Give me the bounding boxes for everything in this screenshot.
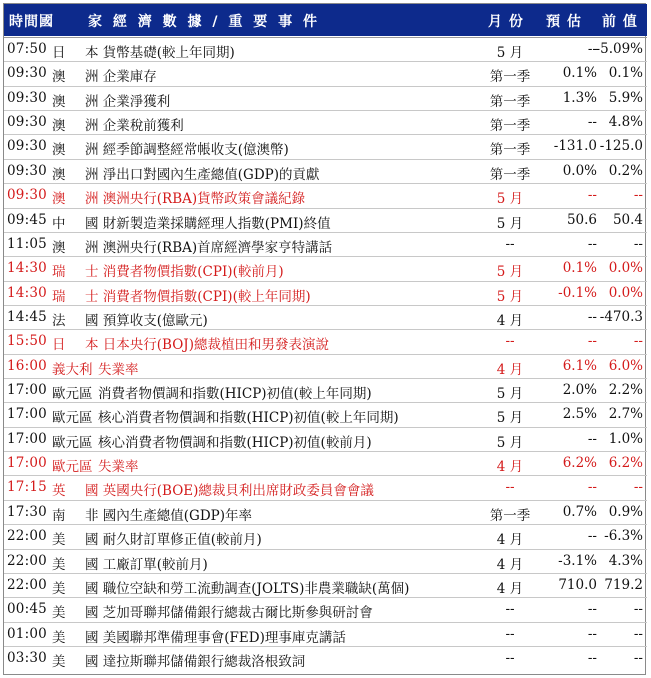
row-previous: 2.2%	[608, 382, 643, 399]
row-time: 07:50	[7, 41, 47, 57]
row-period: 4 月	[496, 532, 524, 549]
row-period: 5 月	[496, 434, 524, 451]
row-time: 14:30	[7, 284, 47, 301]
row-forecast: -0.1%	[558, 284, 597, 301]
row-country: 澳	[52, 118, 66, 135]
table-row	[4, 305, 647, 329]
row-period: --	[505, 649, 515, 666]
row-time: 17:00	[7, 455, 47, 472]
row-previous: 719.2	[604, 576, 643, 593]
row-forecast: 6.1%	[562, 357, 597, 374]
row-time: 14:30	[7, 260, 47, 277]
row-country: 歐元區	[52, 459, 93, 476]
header-time-country: 時間國	[9, 14, 54, 30]
row-event: 失業率	[98, 361, 139, 378]
row-event: 洲 經季節調整經常帳收支(億澳幣)	[85, 142, 289, 159]
row-event: 本 日本央行(BOJ)總裁植田和男發表演說	[85, 337, 329, 354]
row-forecast: 2.5%	[562, 406, 597, 423]
row-forecast: --	[587, 187, 597, 204]
row-forecast: --	[587, 528, 597, 545]
table-row	[4, 475, 647, 499]
table-row	[4, 256, 647, 280]
row-period: 4 月	[496, 312, 524, 329]
row-country: 美	[52, 629, 66, 646]
row-period: 4 月	[496, 361, 524, 378]
row-period: 第一季	[489, 69, 531, 86]
table-row	[4, 281, 647, 305]
row-period: 5 月	[496, 288, 524, 305]
row-time: 09:30	[7, 162, 47, 179]
row-country: 美	[52, 532, 66, 549]
row-country: 澳	[52, 191, 66, 208]
row-time: 09:45	[7, 211, 47, 228]
row-time: 01:00	[7, 625, 47, 642]
table-row	[4, 61, 647, 85]
row-period: 5 月	[496, 386, 524, 403]
row-previous: 0.0%	[608, 284, 643, 301]
row-previous: -470.3	[599, 308, 643, 325]
row-period: 5 月	[496, 191, 524, 208]
table-row	[4, 402, 647, 426]
row-period: 4 月	[496, 459, 524, 476]
row-previous: --	[633, 601, 643, 618]
row-time: 17:30	[7, 503, 47, 520]
row-period: --	[505, 625, 515, 642]
row-country: 美	[52, 556, 66, 573]
row-event: 國 預算收支(億歐元)	[85, 312, 208, 329]
row-event: 士 消費者物價指數(CPI)(較上年同期)	[85, 288, 311, 305]
row-time: 22:00	[7, 528, 47, 545]
row-event: 國 芝加哥聯邦儲備銀行總裁古爾比斯參與研討會	[85, 605, 373, 622]
table-header	[4, 4, 647, 36]
row-event: 國 英國央行(BOE)總裁貝利出席財政委員會會議	[85, 483, 374, 500]
row-previous: --	[633, 649, 643, 666]
row-forecast: 50.6	[566, 211, 597, 228]
row-time: 16:00	[7, 357, 47, 374]
row-time: 17:00	[7, 406, 47, 423]
row-forecast: --	[587, 333, 597, 350]
row-forecast: -131.0	[553, 138, 597, 155]
row-time: 17:00	[7, 382, 47, 399]
table-row	[4, 183, 647, 207]
row-country: 美	[52, 605, 66, 622]
row-event: 非 國內生產總值(GDP)年率	[85, 507, 253, 524]
row-country: 澳	[52, 69, 66, 86]
row-period: 第一季	[489, 507, 531, 524]
row-time: 09:30	[7, 187, 47, 204]
row-event: 核心消費者物價調和指數(HICP)初值(較上年同期)	[98, 410, 399, 427]
row-time: 14:45	[7, 308, 47, 325]
row-country: 澳	[52, 142, 66, 159]
row-event: 國 財新製造業採購經理人指數(PMI)終值	[85, 215, 331, 232]
row-forecast: 710.0	[558, 576, 597, 593]
row-period: 第一季	[489, 93, 531, 110]
row-forecast: --	[587, 625, 597, 642]
row-previous: 4.3%	[608, 552, 643, 569]
row-forecast: --	[587, 430, 597, 447]
row-time: 17:00	[7, 430, 47, 447]
table-row	[4, 354, 647, 378]
row-event: 國 達拉斯聯邦儲備銀行總裁洛根致詞	[85, 653, 306, 670]
row-previous: --	[633, 625, 643, 642]
row-forecast: 6.2%	[562, 455, 597, 472]
row-time: 22:00	[7, 552, 47, 569]
table-row	[4, 524, 647, 548]
table-row	[4, 329, 647, 353]
row-previous: 4.8%	[608, 114, 643, 131]
header-period: 月 份	[488, 14, 524, 30]
row-period: 5 月	[496, 264, 524, 281]
row-previous: 50.4	[612, 211, 643, 228]
table-row	[4, 208, 647, 232]
row-event: 核心消費者物價調和指數(HICP)初值(較前月)	[98, 434, 372, 451]
row-forecast: 0.1%	[562, 260, 597, 277]
row-previous: 6.0%	[608, 357, 643, 374]
row-forecast: 0.7%	[562, 503, 597, 520]
row-forecast: --	[587, 649, 597, 666]
row-event: 士 消費者物價指數(CPI)(較前月)	[85, 264, 284, 281]
row-country: 法	[52, 312, 66, 329]
row-previous: -5.09%	[595, 41, 643, 57]
table-row	[4, 232, 647, 256]
row-forecast: -3.1%	[558, 552, 597, 569]
table-row	[4, 37, 647, 61]
table-row	[4, 500, 647, 524]
row-forecast: 1.3%	[562, 89, 597, 106]
table-row	[4, 451, 647, 475]
row-time: 09:30	[7, 114, 47, 131]
row-country: 歐元區	[52, 410, 93, 427]
row-previous: 2.7%	[608, 406, 643, 423]
row-forecast: --	[587, 479, 597, 496]
row-period: --	[505, 601, 515, 618]
row-forecast: --	[587, 41, 597, 57]
row-period: 5 月	[496, 45, 524, 61]
row-forecast: --	[587, 308, 597, 325]
table-row	[4, 427, 647, 451]
row-previous: --	[633, 333, 643, 350]
table-row	[4, 86, 647, 110]
row-forecast: --	[587, 114, 597, 131]
economic-calendar-table	[3, 3, 646, 675]
row-time: 00:45	[7, 601, 47, 618]
row-country: 澳	[52, 93, 66, 110]
table-row	[4, 646, 647, 670]
row-country: 歐元區	[52, 434, 93, 451]
row-previous: 1.0%	[608, 430, 643, 447]
row-period: 5 月	[496, 410, 524, 427]
row-period: --	[505, 333, 515, 350]
row-previous: --	[633, 235, 643, 252]
row-period: --	[505, 479, 515, 496]
row-period: 4 月	[496, 580, 524, 597]
row-event: 洲 企業庫存	[85, 69, 157, 86]
row-country: 美	[52, 653, 66, 670]
row-previous: --	[633, 479, 643, 496]
row-time: 17:15	[7, 479, 47, 496]
row-previous: 0.0%	[608, 260, 643, 277]
table-row	[4, 597, 647, 621]
row-country: 歐元區	[52, 386, 93, 403]
row-time: 09:30	[7, 65, 47, 82]
row-previous: --	[633, 187, 643, 204]
table-body	[4, 37, 647, 670]
table-row	[4, 573, 647, 597]
row-country: 日	[52, 45, 66, 61]
row-country: 日	[52, 337, 66, 354]
table-row	[4, 110, 647, 134]
row-period: --	[505, 235, 515, 252]
row-event: 洲 企業淨獲利	[85, 93, 171, 110]
row-period: 第一季	[489, 118, 531, 135]
row-forecast: --	[587, 235, 597, 252]
table-row	[4, 134, 647, 158]
row-time: 09:30	[7, 138, 47, 155]
row-time: 03:30	[7, 649, 47, 666]
row-country: 美	[52, 580, 66, 597]
row-period: 第一季	[489, 166, 531, 183]
table-row	[4, 159, 647, 183]
row-country: 中	[52, 215, 66, 232]
row-time: 15:50	[7, 333, 47, 350]
row-time: 22:00	[7, 576, 47, 593]
row-previous: 6.2%	[608, 455, 643, 472]
row-forecast: 2.0%	[562, 382, 597, 399]
header-previous: 前 值	[602, 14, 638, 30]
row-time: 09:30	[7, 89, 47, 106]
row-event: 消費者物價調和指數(HICP)初值(較上年同期)	[98, 386, 372, 403]
table-row	[4, 378, 647, 402]
row-event: 洲 澳洲央行(RBA)貨幣政策會議紀錄	[85, 191, 306, 208]
row-event: 洲 淨出口對國內生產總值(GDP)的貢獻	[85, 166, 320, 183]
row-country: 瑞	[52, 288, 66, 305]
row-forecast: 0.1%	[562, 65, 597, 82]
row-event: 洲 企業稅前獲利	[85, 118, 184, 135]
row-period: 5 月	[496, 215, 524, 232]
row-previous: 0.2%	[608, 162, 643, 179]
row-event: 國 職位空缺和勞工流動調查(JOLTS)非農業職缺(萬個)	[85, 580, 410, 597]
row-event: 失業率	[98, 459, 139, 476]
row-previous: -6.3%	[604, 528, 643, 545]
row-forecast: --	[587, 601, 597, 618]
header-title: 家 經 濟 數 據 / 重 要 事 件	[88, 14, 320, 30]
row-country: 瑞	[52, 264, 66, 281]
table-row	[4, 549, 647, 573]
row-country: 南	[52, 507, 66, 524]
row-previous: 5.9%	[608, 89, 643, 106]
row-previous: -125.0	[599, 138, 643, 155]
row-country: 義大利	[52, 361, 93, 378]
row-country: 英	[52, 483, 66, 500]
row-country: 澳	[52, 239, 66, 256]
row-event: 本 貨幣基礎(較上年同期)	[85, 45, 235, 61]
row-period: 4 月	[496, 556, 524, 573]
row-period: 第一季	[489, 142, 531, 159]
row-previous: 0.9%	[608, 503, 643, 520]
row-country: 澳	[52, 166, 66, 183]
row-forecast: 0.0%	[562, 162, 597, 179]
header-forecast: 預 估	[546, 14, 582, 30]
table-row	[4, 622, 647, 646]
row-previous: 0.1%	[608, 65, 643, 82]
row-event: 國 工廠訂單(較前月)	[85, 556, 208, 573]
row-event: 洲 澳洲央行(RBA)首席經濟學家亨特講話	[85, 239, 333, 256]
row-event: 國 耐久財訂單修正值(較前月)	[85, 532, 262, 549]
row-time: 11:05	[7, 235, 47, 252]
row-event: 國 美國聯邦準備理事會(FED)理事庫克講話	[85, 629, 346, 646]
